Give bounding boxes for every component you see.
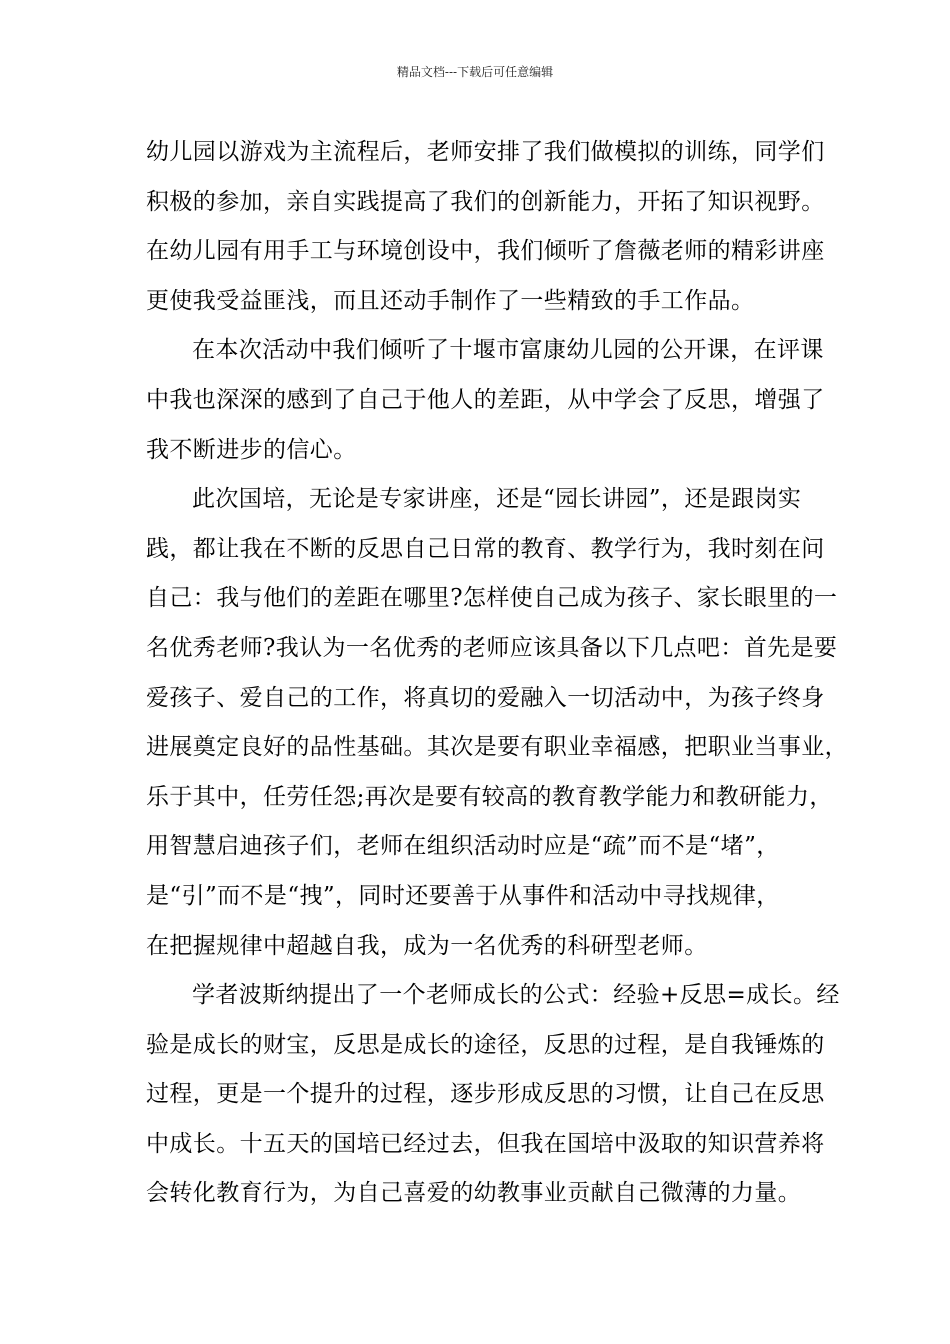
- paragraph-3-line-5: 爱孩子、爱自己的工作，将真切的爱融入一切活动中，为孩子终身: [146, 684, 825, 711]
- paragraph-4-line-5: 会转化教育行为，为自己喜爱的幼教事业贡献自己微薄的力量。: [146, 1180, 802, 1207]
- paragraph-4-line-2: 验是成长的财宝，反思是成长的途径，反思的过程，是自我锤炼的: [146, 1031, 825, 1058]
- paragraph-4-line-4: 中成长。十五天的国培已经过去，但我在国培中汲取的知识营养将: [146, 1130, 825, 1157]
- paragraph-1-line-1: 幼儿园以游戏为主流程后，老师安排了我们做模拟的训练，同学们: [146, 139, 825, 165]
- document-body: [146, 128, 848, 1219]
- paragraph-3-line-6: 进展奠定良好的品性基础。其次是要有职业幸福感，把职业当事业，: [146, 734, 848, 761]
- paragraph-3-line-10: 在把握规律中超越自我，成为一名优秀的科研型老师。: [146, 932, 708, 959]
- paragraph-1-line-3: 在幼儿园有用手工与环境创设中，我们倾听了詹薇老师的精彩讲座: [146, 238, 825, 265]
- paragraph-3-line-8: 用智慧启迪孩子们，老师在组织活动时应是“疏”而不是“堵”，: [146, 833, 780, 860]
- paragraph-3-line-9: 是“引”而不是“拽”，同时还要善于从事件和活动中寻找规律，: [146, 882, 780, 909]
- paragraph-3-line-2: 践，都让我在不断的反思自己日常的教育、教学行为，我时刻在问: [146, 535, 825, 562]
- paragraph-2-line-2: 中我也深深的感到了自己于他人的差距，从中学会了反思，增强了: [146, 386, 825, 413]
- paragraph-3-line-3: 自己：我与他们的差距在哪里?怎样使自己成为孩子、家长眼里的一: [146, 585, 838, 612]
- paragraph-1-line-2: 积极的参加，亲自实践提高了我们的创新能力，开拓了知识视野。: [146, 188, 825, 215]
- paragraph-3-line-1: 此次国培，无论是专家讲座，还是“园长讲园”，还是跟岗实: [192, 486, 802, 513]
- paragraph-2-line-1: 在本次活动中我们倾听了十堰市富康幼儿园的公开课，在评课: [192, 337, 824, 364]
- paragraph-2-line-3: 我不断进步的信心。: [146, 436, 357, 463]
- paragraph-4-line-1: 学者波斯纳提出了一个老师成长的公式：经验+反思=成长。经: [192, 982, 840, 1009]
- paragraph-1-line-4: 更使我受益匪浅，而且还动手制作了一些精致的手工作品。: [146, 287, 755, 314]
- page-header: 精品文档---下载后可任意编辑: [396, 65, 554, 79]
- paragraph-4-line-3: 过程，更是一个提升的过程，逐步形成反思的习惯，让自己在反思: [146, 1081, 825, 1108]
- paragraph-3-line-4: 名优秀老师?我认为一名优秀的老师应该具备以下几点吧：首先是要: [146, 634, 838, 661]
- paragraph-3-line-7: 乐于其中，任劳任怨;再次是要有较高的教育教学能力和教研能力，: [146, 783, 833, 810]
